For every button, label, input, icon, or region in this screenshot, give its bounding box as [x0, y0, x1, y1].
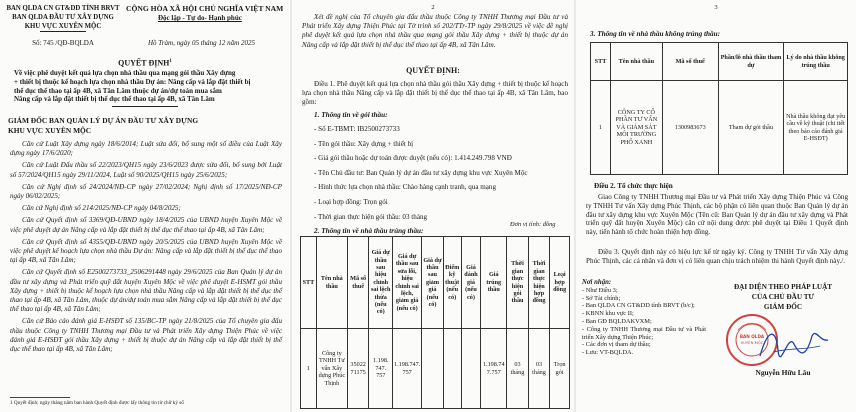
table-header: Điểm kỹ thuật (nếu có)	[443, 237, 461, 329]
table-header: STT	[591, 43, 611, 81]
place-date: Hồ Tràm, ngày 05 tháng 12 năm 2025	[148, 39, 255, 47]
motto: Độc lập - Tự do- Hạnh phúc	[158, 14, 242, 22]
recital-item: Căn cứ Quyết định số 3369/QĐ-UBND ngày 18/4/2025 của UBND huyện Xuyên Mộc về việc phê duyệt dự án Nâng cấp và lắp đặt thiết bị thể dục thể thao tại ấp 4B, xã Tân Lâm;	[10, 216, 282, 234]
table-header: Tên nhà thầu	[316, 237, 347, 329]
table-row	[301, 329, 570, 409]
winning-bidder-table	[300, 236, 570, 409]
table-cell: Nhà thầu không đạt yêu cầu về kỹ thuật (chi tiết theo báo cáo đánh giá E-HSĐT)	[784, 81, 848, 175]
document-number: Số: 745 /QĐ-BQLDA	[32, 39, 94, 47]
signer-name: Nguyễn Hữu Lâu	[755, 368, 811, 377]
agency-line-3: KHU VỰC XUYÊN MỘC	[24, 23, 102, 30]
table-header: Tên nhà thầu	[610, 43, 662, 81]
signer-title-1: ĐẠI DIỆN THEO PHÁP LUẬT	[733, 283, 833, 291]
table-cell: Trọn gói	[550, 329, 570, 409]
agency-line-2: BAN QLDA ĐẦU TƯ XÂY DỰNG	[12, 14, 114, 21]
section-3-heading: 3. Thông tin về nhà thầu không trúng thầu:	[590, 30, 721, 38]
article-2-body: Giao Công ty TNHH Thương mại Đầu tư và Phát triển Xây dựng Thiện Phúc và Công ty TNHH Tư vấn Xây dựng Phúc Thịnh, các bộ phận có liên quan thuộc Ban Quản lý dự án đầu tư xây dựng khu vực Xuyên Mộc (Tên cũ: Ban Quản lý dự án đầu tư xây dựng và Phát triển quỹ đất huyện Xuyên Mộc) căn cứ nội dung được phê duyệt tại Điều 1 Quyết định này, tiến hành tổ chức hoàn thiện hợp đồng.	[586, 193, 848, 237]
table-cell	[461, 329, 481, 409]
recital-item: Căn cứ Nghị định số 24/2024/NĐ-CP ngày 27/02/2024; Nghị định số 17/2025/NĐ-CP ngày 06/02/2025;	[10, 182, 282, 201]
table-header-row	[591, 43, 848, 81]
info-item: - Loại hợp đồng: Trọn gói	[314, 197, 388, 206]
table-cell: 1.198.74 7.757	[481, 329, 507, 409]
table-cell	[443, 329, 461, 409]
table-header: Giá dự thầu sau sửa lỗi, hiệu chỉnh sai lệch, giảm giá (nếu có)	[392, 237, 421, 329]
recital-item: Căn cứ Quyết định số 4355/QĐ-UBND ngày 20/5/2025 của UBND huyện Xuyên Mộc về việc phê duyệt kế hoạch lựa chọn nhà thầu Dự án: Nâng cấp và lắp đặt thiết bị thể dục thể thao tại ấp 4B, xã Tân Lâm;	[10, 237, 282, 265]
table-header: Mã số thuế	[347, 237, 369, 329]
table-header: Giá dự thầu sau giảm giá (nếu có)	[422, 237, 443, 329]
recipient-item: - Sở Tài chính;	[582, 294, 621, 302]
document-page-2	[292, 0, 574, 412]
recipient-item: - Lưu: VT-BQLDA.	[582, 349, 634, 357]
table-cell: 1.198. 747. 757	[369, 329, 393, 409]
recital-item: Căn cứ Báo cáo đánh giá E-HSĐT số 135/BC-TP ngày 21/8/2025 của Tổ chuyên gia đấu thầu thuộc Công ty TNHH Thương mại Đầu tư và Phát triển Xây dựng Thiện Phúc về việc đánh giá E-HSĐT gói thầu Xây dựng + thiết bị thuộc dự án Nâng cấp và lắp đặt thiết bị thể dục thể thao tại ấp 4B, xã Tân Lâm;	[10, 317, 282, 354]
table-row	[591, 81, 848, 175]
table-header: Phần/lô nhà thầu tham dự	[718, 43, 784, 81]
losing-bidder-table	[590, 42, 848, 175]
republic-title: CỘNG HÒA XÃ HỘI CHỦ NGHĨA VIỆT NAM	[126, 4, 284, 13]
recipients-list	[582, 279, 706, 357]
table-header: Loại hợp đồng	[550, 237, 570, 329]
table-header: Giá dự thầu sau hiệu chỉnh sai lệch thừa (nếu có)	[369, 237, 393, 329]
section-2-heading: 2. Thông tin về nhà thầu trúng thầu:	[314, 227, 424, 235]
section-1-heading: 1. Thông tin về gói thầu:	[314, 111, 388, 119]
info-item: - Tên Chủ đầu tư: Ban Quản lý dự án đầu tư xây dựng khu vực Xuyên Mộc	[314, 168, 528, 177]
table-cell: Tham dự gói thầu	[718, 81, 784, 175]
document-page-3	[576, 0, 856, 412]
table-cell: 35022 71175	[347, 329, 369, 409]
article-2-heading: Điều 2. Tổ chức thực hiện	[594, 182, 673, 190]
decision-title: QUYẾT ĐỊNH$^1$	[118, 58, 172, 68]
recital-item: Căn cứ Nghị định số 214/2025/NĐ-CP ngày 04/8/2025;	[22, 204, 181, 213]
recipient-item: - Ban QLDA CN GT&DD tỉnh BRVT (b/c);	[582, 302, 695, 310]
signature	[754, 322, 834, 366]
svg-text:XUYÊN MỘC: XUYÊN MỘC	[740, 340, 764, 345]
recital-item: Căn cứ Luật Xây dựng ngày 18/6/2014; Luật sửa đổi, bổ sung một số điều của Luật Xây dựng ngày 17/6/2020;	[10, 140, 282, 158]
decision-subject: Về việc phê duyệt kết quả lựa chọn nhà thầu qua mạng gói thầu Xây dựng + thiết bị thuộc kế hoạch lựa chọn nhà thầu Dự án: Nâng cấp và lắp đặt thiết bị thể dục thể thao tại ấp 4B, xã Tân Lâm thuộc dự án/dự toán mua sắm Nâng cấp và lắp đặt thiết bị thể dục thể thao tại ấp 4B, xã Tân Lâm	[14, 69, 251, 104]
table-header: STT	[301, 237, 317, 329]
table-header: Thời gian thực hiện gói thầu	[507, 237, 529, 329]
table-cell: CÔNG TY CỔ PHẦN TƯ VẤN VÀ GIÁM SÁT MÔI TRƯỜNG PHỐ XANH	[610, 81, 662, 175]
article-3: Điều 3. Quyết định này có hiệu lực kể từ ngày ký. Công ty TNHH Tư vấn Xây dựng Phúc Thịnh, các cá nhân và đơn vị có liên quan chịu trách nhiệm thi hành Quyết định này./.	[586, 248, 848, 265]
table-cell: 1300983673	[662, 81, 718, 175]
recital-item: Căn cứ Quyết định số E2500273733_2506291448 ngày 29/6/2025 của Ban Quản lý dự án đầu tư xây dựng và Phát triển quỹ đất huyện Xuyên Mộc về việc phê duyệt E-HSMT gói thầu Xây dựng + thiết bị thuộc kế hoạch lựa chọn nhà thầu Nâng cấp và lắp đặt thiết bị thể dục thể thao tại ấp 4B, xã Tân Lâm, thuộc dự án/dự toán mua sắm Nâng cấp và lắp đặt thiết bị thể dục thể thao tại ấp 4B, xã Tân Lâm;	[10, 268, 282, 314]
recipient-item: - Các đơn vị tham dự thầu;	[582, 341, 651, 349]
subject-underline	[112, 106, 178, 107]
footnote: 1 Quyết định; ngày tháng năm ban hành Quyết định được lấy thông tin từ chữ ký số	[10, 400, 184, 406]
table-cell	[422, 329, 443, 409]
info-item: - Tên gói thầu: Xây dựng + thiết bị	[314, 139, 414, 148]
table-cell: 03 tháng	[528, 329, 550, 409]
recital-item: Căn cứ Luật Đấu thầu số 22/2023/QH15 ngày 23/6/2023 được sửa đổi, bổ sung bởi Luật số 57/2024/QH15 ngày 29/11/2024, Luật số 90/2025/QH15 ngày 25/6/2025;	[10, 161, 282, 179]
intro-paragraph: Xét đề nghị của Tổ chuyên gia đấu thầu thuộc Công ty TNHH Thương mại Đầu tư và Phát triển Xây dựng Thiện Phúc tại Tờ trình số 202/TTr-TP ngày 29/8/2025 về việc đề nghị phê duyệt kết quả lựa chọn nhà thầu qua mạng gói thầu Xây dựng + thiết bị thuộc dự án Nâng cấp và lắp đặt thiết bị thể dục thể thao tại ấp 4B, xã Tân Lâm.	[302, 13, 568, 49]
table-cell: 03 tháng	[507, 329, 529, 409]
table-cell: Công ty TNHH Tư vấn Xây dựng Phúc Thịnh	[316, 329, 347, 409]
table-header: Thời gian thực hiện hợp đồng	[528, 237, 550, 329]
agency-underline	[40, 31, 86, 32]
authority-heading: GIÁM ĐỐC BAN QUẢN LÝ DỰ ÁN ĐẦU TƯ XÂY DỰNG KHU VỰC XUYÊN MỘC	[8, 116, 199, 135]
unit-note: Đơn vị tính: đồng	[510, 221, 556, 228]
recipient-item: - Ban GĐ BQLDAKVXM;	[582, 317, 652, 325]
table-header: Mã số thuế	[662, 43, 718, 81]
table-header: Lý do nhà thầu không trúng thầu	[784, 43, 848, 81]
package-info	[314, 122, 568, 224]
recipients-title: Nơi nhận:	[582, 279, 612, 286]
signer-title-3: GIÁM ĐỐC	[763, 303, 803, 311]
decision-heading: QUYẾT ĐỊNH:	[406, 66, 460, 75]
info-item: - Số E-TBMT: IB2500273733	[314, 125, 400, 133]
table-header: Giá đánh giá (nếu có)	[461, 237, 481, 329]
agency-line-1: BAN QLDA CN GT&DD TỈNH BRVT	[6, 5, 120, 12]
table-header: Giá trúng thầu	[481, 237, 507, 329]
table-header-row	[301, 237, 570, 329]
info-item: - Hình thức lựa chọn nhà thầu: Chào hàng cạnh tranh, qua mạng	[314, 183, 497, 192]
article-1: Điều 1. Phê duyệt kết quả lựa chọn nhà thầu gói thầu Xây dựng + thiết bị thuộc kế hoạch lựa chọn nhà thầu Nâng cấp và lắp đặt thiết bị thể dục thể thao tại ấp 4B, xã Tân Lâm, bao gồm:	[302, 80, 568, 107]
document-page-1	[0, 0, 290, 412]
footnote-rule	[10, 397, 70, 398]
page-number: 3	[714, 4, 718, 11]
recipient-item: - Như Điều 3;	[582, 286, 618, 294]
recitals	[10, 140, 282, 354]
info-item: - Giá gói thầu hoặc dự toán được duyệt (nếu có): 1.414.249.798 VNĐ	[314, 154, 512, 163]
table-cell: 1	[301, 329, 317, 409]
svg-text:BAN QLDA: BAN QLDA	[739, 334, 765, 339]
table-cell: 1	[591, 81, 611, 175]
recipient-item: - KBNN khu vực II;	[582, 310, 634, 318]
page-number: 2	[431, 4, 435, 11]
table-cell: 1.198.747. 757	[392, 329, 421, 409]
signer-title-2: CỦA CHỦ ĐẦU TƯ	[751, 293, 815, 301]
info-item: - Thời gian thực hiện gói thầu: 03 tháng	[314, 212, 428, 221]
recipient-item: - Công ty TNHH Thương mại Đầu tư và Phát triển Xây dựng Thiện Phúc;	[582, 325, 706, 341]
